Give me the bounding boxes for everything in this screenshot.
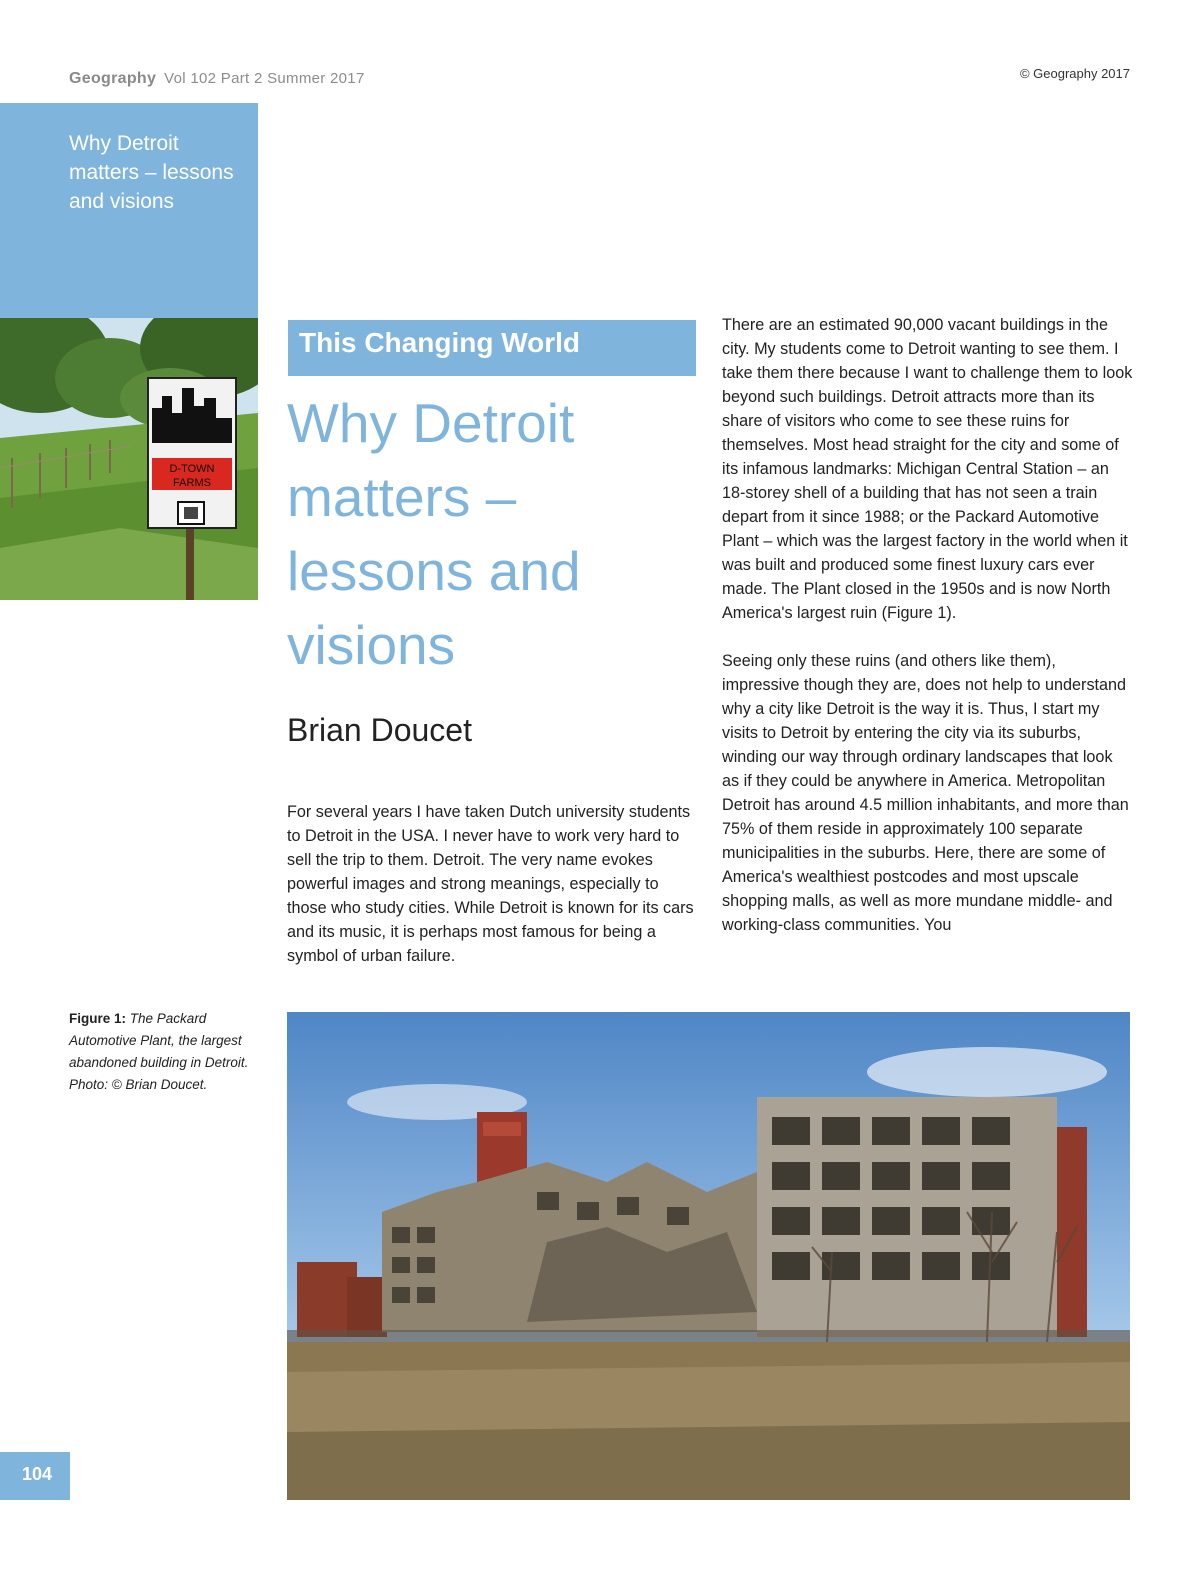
journal-header (69, 70, 365, 88)
sign-text-line-1: D-TOWN (169, 463, 215, 475)
paragraph-suburbs: Seeing only these ruins (and others like them), impressive though they are, does not help to understand why a city like Detroit is the way it is. Thus, I start my visits to Detroit by entering the city via its suburbs, winding our way through ordinary landscapes that look as if they could be anywhere in America. Metropolitan Detroit has around 4.5 million inhabitants, and more than 75% of them reside in approximately 100 separate municipalities in the suburbs. Here, there are some of America's wealthiest postcodes and most upscale shopping malls, as well as more mundane middle- and working-class communities. You (722, 652, 1129, 934)
page-number: 104 (22, 1464, 53, 1484)
author-name: Brian Doucet (287, 712, 472, 748)
sidebar-photo (0, 318, 258, 600)
figure-caption-text: The Packard Automotive Plant, the largest abandoned building in Detroit. Photo: © Brian Doucet. (69, 1011, 249, 1092)
figure-label: Figure 1: (69, 1011, 127, 1026)
column-2 (722, 313, 1134, 937)
packard-plant-photo (287, 1012, 1130, 1500)
d-town-farms-photo (0, 318, 258, 600)
column-1 (287, 800, 697, 968)
sidebar-title-block (0, 103, 258, 318)
journal-name: Geography (69, 70, 157, 87)
section-banner (288, 320, 696, 376)
figure-caption (69, 1008, 264, 1096)
paragraph-vacant-buildings: There are an estimated 90,000 vacant buildings in the city. My students come to Detroit wanting to see them. I take them there because I want to challenge them to look beyond such buildings. Detroit attracts more than its share of visitors who come to see these ruins for themselves. Most head straight for the city and some of its infamous landmarks: Michigan Central Station – an 18-storey shell of a building that has not seen a train depart from it since 1988; or the Packard Automotive Plant – which was the largest factory in the world when it was built and produced some finest luxury cars ever made. The Plant closed in the 1950s and is now North America's largest ruin (Figure 1). (722, 316, 1133, 622)
article-title: Why Detroit matters – lessons and visions (287, 392, 581, 676)
sign-text-line-2: FARMS (173, 477, 211, 489)
copyright-notice: © Geography 2017 (1019, 66, 1130, 81)
sidebar-title: Why Detroit matters – lessons and visions (69, 132, 234, 213)
page-number-block (0, 1452, 70, 1500)
section-label: This Changing World (299, 327, 581, 358)
figure-1-photo (287, 1012, 1130, 1500)
issue-info: Vol 102 Part 2 Summer 2017 (164, 70, 365, 87)
intro-paragraph: For several years I have taken Dutch university students to Detroit in the USA. I never have to work very hard to sell the trip to them. Detroit. The very name evokes powerful images and strong meanings, especially to those who study cities. While Detroit is known for its cars and its music, it is perhaps most famous for being a symbol of urban failure. (287, 803, 694, 965)
